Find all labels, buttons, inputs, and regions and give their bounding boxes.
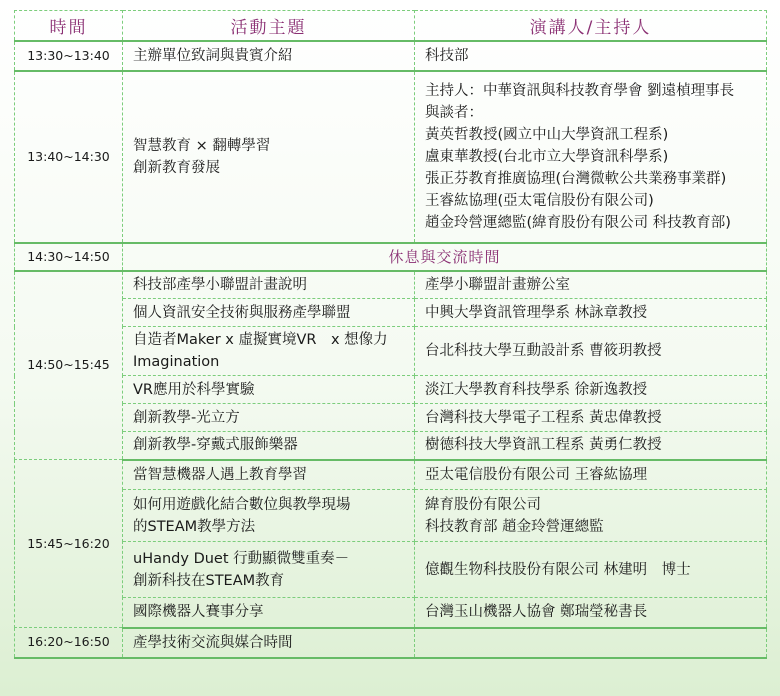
table-row [15,628,767,658]
topic-cell [123,327,415,376]
topic-cell [123,71,415,243]
cell-line: 創新教育發展 [133,159,220,176]
speaker-cell [415,71,767,243]
cell-line: 主持人：中華資訊與科技教育學會 劉遠楨理事長 [425,82,735,99]
cell-line: VR應用於科學實驗 [133,381,255,398]
table-row [15,542,767,598]
cell-line: 如何用遊戲化結合數位與教學現場 [133,496,351,513]
table-row [15,71,767,243]
cell-line: 科技部產學小聯盟計畫說明 [133,276,307,293]
cell-line: 科技教育部 趙金玲營運總監 [425,518,604,535]
speaker-cell [415,299,767,327]
cell-line: 智慧教育 × 翻轉學習 [133,137,271,154]
topic-cell [123,542,415,598]
speaker-cell [415,490,767,542]
cell-line: 台灣科技大學電子工程系 黃忠偉教授 [425,409,662,426]
speaker-cell [415,376,767,404]
cell-line: uHandy Duet 行動顯微雙重奏－ [133,550,350,567]
break-cell: 休息與交流時間 [123,243,767,271]
topic-cell [123,432,415,460]
header-speaker: 演講人/主持人 [415,11,767,41]
time-cell: 13:30~13:40 [15,41,123,71]
agenda-table [14,10,767,659]
topic-cell [123,404,415,432]
cell-line: 中興大學資訊管理學系 林詠章教授 [425,304,648,321]
time-cell: 16:20~16:50 [15,628,123,658]
cell-line: 王睿紘協理(亞太電信股份有限公司) [425,192,654,209]
topic-cell [123,271,415,299]
table-row [15,327,767,376]
cell-line: 亞太電信股份有限公司 王睿紘協理 [425,466,648,483]
topic-cell: 主辦單位致詞與貴賓介紹 [123,41,415,71]
header-topic: 活動主題 [123,11,415,41]
cell-line: 創新科技在STEAM教育 [133,572,285,589]
topic-cell [123,460,415,490]
speaker-cell [415,432,767,460]
header-row [15,11,767,41]
speaker-cell [415,628,767,658]
time-cell: 15:45~16:20 [15,460,123,628]
topic-cell [123,598,415,628]
topic-cell [123,376,415,404]
time-cell: 14:30~14:50 [15,243,123,271]
table-row [15,432,767,460]
topic-cell: 產學技術交流與媒合時間 [123,628,415,658]
cell-line: 黃英哲教授(國立中山大學資訊工程系) [425,126,669,143]
cell-line: 創新教學-光立方 [133,409,240,426]
cell-line: 淡江大學教育科技學系 徐新逸教授 [425,381,648,398]
time-cell: 13:40~14:30 [15,71,123,243]
table-row [15,404,767,432]
table-row [15,598,767,628]
cell-line: 台灣玉山機器人協會 鄭瑞瑩秘書長 [425,604,648,621]
speaker-cell [415,404,767,432]
speaker-cell [415,598,767,628]
table-row [15,490,767,542]
cell-line: 億觀生物科技股份有限公司 林建明 博士 [425,561,691,578]
cell-line: Imagination [133,354,220,370]
speaker-cell [415,542,767,598]
speaker-cell [415,327,767,376]
speaker-cell [415,271,767,299]
speaker-cell: 科技部 [415,41,767,71]
cell-line: 自造者Maker x 虛擬實境VR x 想像力 [133,332,388,348]
cell-line: 樹德科技大學資訊工程系 黃勇仁教授 [425,437,662,454]
speaker-cell [415,460,767,490]
cell-line: 國際機器人賽事分享 [133,604,264,621]
cell-line: 趙金玲營運總監(緯育股份有限公司 科技教育部) [425,214,731,231]
cell-line: 個人資訊安全技術與服務產學聯盟 [133,304,351,321]
cell-line: 當智慧機器人遇上教育學習 [133,466,307,483]
cell-line: 緯育股份有限公司 [425,496,541,513]
topic-cell [123,299,415,327]
cell-line: 與談者： [425,104,483,121]
table-row [15,299,767,327]
cell-line: 的STEAM教學方法 [133,518,256,535]
cell-line: 產學小聯盟計畫辦公室 [425,276,570,293]
topic-cell [123,490,415,542]
table-row [15,460,767,490]
table-row [15,376,767,404]
header-time: 時間 [15,11,123,41]
time-cell: 14:50~15:45 [15,271,123,460]
cell-line: 張正芬教育推廣協理(台灣微軟公共業務事業群) [425,170,727,187]
table-row [15,271,767,299]
cell-line: 盧東華教授(台北市立大學資訊科學系) [425,148,669,165]
table-row [15,243,767,271]
table-row [15,41,767,71]
cell-line: 創新教學-穿戴式服飾樂器 [133,437,298,454]
cell-line: 台北科技大學互動設計系 曹筱玥教授 [425,343,662,359]
